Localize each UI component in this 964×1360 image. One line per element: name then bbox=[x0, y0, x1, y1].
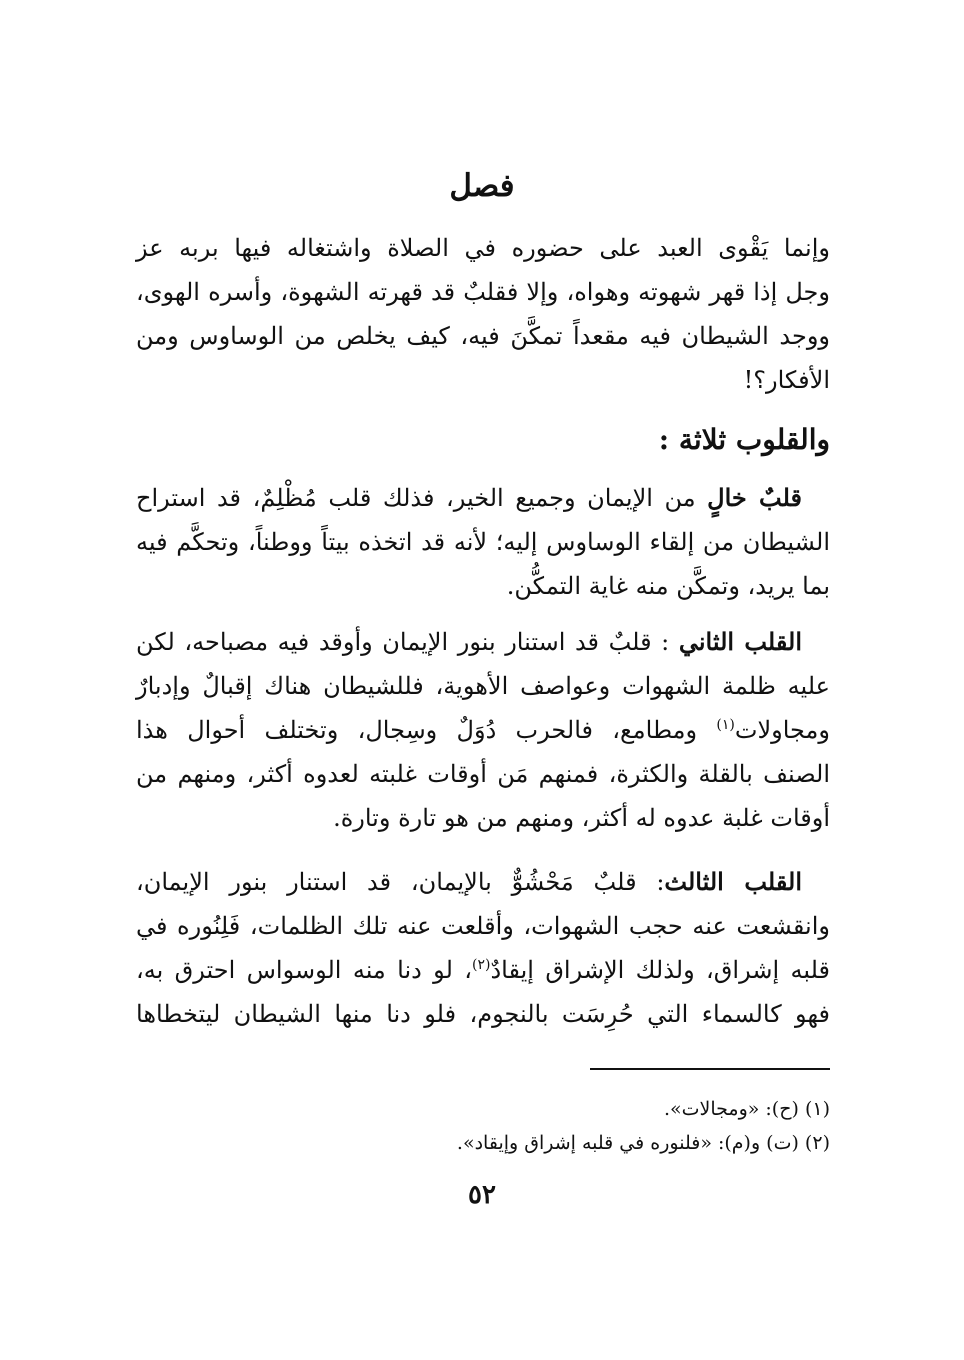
p3-line-3b: ومطامع، فالحرب دُوَلٌ وسِجال، وتختلف أحوال هذا bbox=[136, 716, 698, 744]
p4-line-3a: قلبه إشراق، ولذلك الإشراق إيقادٌ bbox=[490, 956, 830, 984]
footnote-2: (٢) (ت) و(م): «فلنوره في قلبه إشراق وإيقاد». bbox=[456, 1132, 830, 1154]
footnote-1: (١) (ح): «ومجالات». bbox=[663, 1098, 830, 1120]
p3-line-3 bbox=[136, 708, 830, 752]
p2-lead: قلبٌ خالٍ bbox=[707, 483, 802, 512]
p3-line-1-text: : قلبٌ قد استنار بنور الإيمان وأوقد فيه مصباحه، لكن bbox=[136, 628, 670, 656]
p3-line-2: عليه ظلمة الشهوات وعواصف الأهوية، فللشيطان هناك إقبالٌ وإدبارٌ bbox=[136, 672, 830, 700]
p1-line-3: ووجد الشيطان فيه مقعداً تمكَّنَ فيه، كيف يخلص من الوساوس ومن bbox=[136, 322, 830, 350]
subheading-three-hearts: والقلوب ثلاثة : bbox=[658, 423, 830, 456]
p2-line-2: الشيطان من إلقاء الوساوس إليه؛ لأنه قد اتخذه بيتاً ووطناً، وتحكَّم فيه bbox=[136, 528, 830, 556]
p1-line-4: الأفكار؟! bbox=[743, 366, 830, 394]
p4-line-2: وانقشعت عنه حجب الشهوات، وأقلعت عنه تلك الظلمات، فَلِنُوره في bbox=[136, 912, 830, 940]
p4-line-3b: ، لو دنا منه الوسواس احترق به، bbox=[136, 956, 472, 984]
p3-line-4: الصنف بالقلة والكثرة، فمنهم مَن أوقات غلبته لعدوه أكثر، ومنهم من bbox=[136, 760, 830, 788]
footnote-divider bbox=[590, 1068, 830, 1070]
p3-line-1 bbox=[136, 620, 830, 664]
p4-line-1 bbox=[136, 860, 830, 904]
p4-lead: القلب الثالث bbox=[664, 867, 802, 896]
p3-line-5: أوقات غلبة عدوه له أكثر، ومنهم من هو تارة وتارة. bbox=[333, 804, 830, 832]
section-heading: فصل bbox=[449, 168, 515, 204]
p4-line-4: فهو كالسماء التي حُرِسَت بالنجوم، فلو دنا منها الشيطان ليتخطاها bbox=[136, 1000, 830, 1028]
p1-line-2: وجل إذا قهر شهوته وهواه، وإلا فقلبٌ قد قهرته الشهوة، وأسره الهوى، bbox=[136, 278, 830, 306]
page-number: ٥٢ bbox=[468, 1180, 496, 1210]
p2-line-3: بما يريد، وتمكَّن منه غاية التمكُّن. bbox=[506, 572, 830, 600]
p4-line-3 bbox=[136, 948, 830, 992]
p2-line-1-text: من الإيمان وجميع الخير، فذلك قلب مُظْلِمٌ، قد استراح bbox=[136, 484, 708, 512]
p3-line-3a: ومجاولات bbox=[734, 716, 830, 744]
footnote-ref-2: (٢) bbox=[472, 957, 491, 973]
p2-line-1 bbox=[136, 476, 830, 520]
footnote-ref-1: (١) bbox=[716, 717, 735, 733]
p1-line-1: وإنما يَقْوى العبد على حضوره في الصلاة واشتغاله فيها بربه عز bbox=[136, 234, 830, 262]
p3-lead: القلب الثاني bbox=[678, 627, 802, 656]
p4-line-1-text: : قلبٌ مَحْشُوٌّ بالإيمان، قد استنار بنور الإيمان، bbox=[136, 868, 665, 896]
